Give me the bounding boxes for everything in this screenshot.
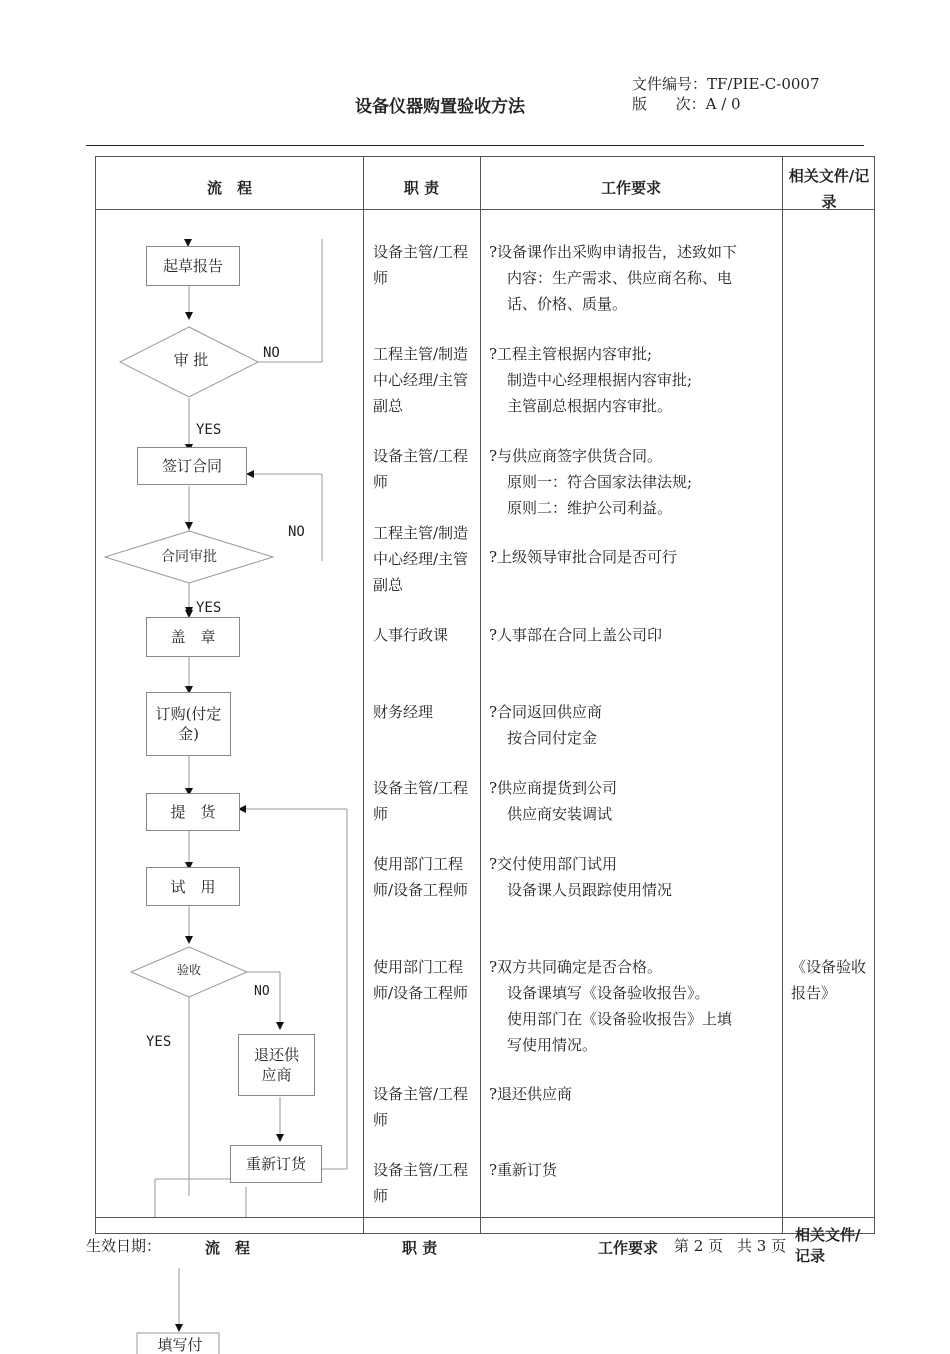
requirement-line: 主管副总根据内容审批。	[507, 397, 673, 415]
fill-step-text: 填写付	[157, 1336, 203, 1354]
requirement-cell	[489, 699, 602, 751]
requirement-line: 制造中心经理根据内容审批;	[507, 371, 693, 389]
requirement-line: ?交付使用部门试用	[489, 855, 618, 873]
requirement-line: 按合同付定金	[507, 729, 598, 747]
requirement-cell	[489, 954, 732, 1058]
flow-step-reorder: 重新订货	[230, 1145, 322, 1183]
flow-decision-contract-review-label	[146, 549, 232, 565]
header-duty: 职 责	[403, 179, 440, 197]
flow-step-stamp: 盖 章	[146, 617, 240, 657]
footer-divider	[96, 1217, 874, 1218]
requirement-line: 原则二：维护公司利益。	[507, 499, 673, 517]
requirement-line: 供应商安装调试	[507, 805, 613, 823]
next-page-header-duty: 职 责	[402, 1239, 438, 1257]
requirement-line: ?上级领导审批合同是否可行	[489, 548, 678, 566]
duty-cell: 财务经理	[373, 703, 434, 721]
procedure-table	[95, 156, 875, 1234]
contract-review-text: 合同审批	[161, 549, 217, 565]
header-flow: 流 程	[206, 179, 252, 197]
duty-cell: 设备主管/工程师	[373, 447, 469, 491]
requirement-line: ?设备课作出采购申请报告，述致如下	[489, 243, 738, 261]
requirement-cell	[489, 851, 672, 903]
flow-decision-approve-label: 审 批	[173, 351, 209, 369]
flow-step-return-supplier: 退还供应商	[238, 1034, 315, 1096]
document-meta	[632, 74, 820, 114]
duty-cell: 设备主管/工程师	[373, 779, 469, 823]
col-divider	[363, 157, 364, 1233]
inspect-text: 验收	[176, 963, 201, 977]
flow-step-order-deposit: 订购(付定金)	[146, 692, 231, 756]
requirement-line: 内容：生产需求、供应商名称、电	[507, 269, 733, 287]
duty-cell: 人事行政课	[373, 626, 449, 644]
next-page-header-flow: 流 程	[205, 1239, 251, 1257]
requirement-line: ?供应商提货到公司	[489, 779, 618, 797]
duty-cell: 使用部门工程师/设备工程师	[373, 958, 469, 1002]
page-total: 共 3 页	[737, 1237, 787, 1255]
duty-cell: 使用部门工程师/设备工程师	[373, 855, 469, 899]
duty-cell: 设备主管/工程师	[373, 1161, 469, 1205]
requirement-cell	[489, 1081, 572, 1107]
requirement-line: 原则一：符合国家法律法规;	[507, 473, 693, 491]
flow-label-yes: YES	[196, 422, 222, 438]
document-version: 版 次：A / 0	[632, 95, 741, 113]
next-page-header-related-docs: 相关文件/记录	[795, 1226, 861, 1265]
header-requirement: 工作要求	[600, 179, 661, 197]
related-doc-cell: 《设备验收报告》	[791, 958, 867, 1002]
duty-cell: 设备主管/工程师	[373, 243, 469, 287]
next-page-flow-fragment	[130, 1264, 250, 1344]
flow-label-no: NO	[254, 984, 270, 999]
duty-cell: 工程主管/制造中心经理/主管副总	[373, 345, 469, 415]
requirement-cell	[489, 341, 692, 419]
flow-label-yes: YES	[196, 600, 222, 616]
document-title: 设备仪器购置验收方法	[355, 97, 525, 117]
next-page-flow-step	[142, 1336, 218, 1354]
document-number: 文件编号：TF/PIE-C-0007	[632, 75, 820, 93]
flow-decision-inspect-label	[164, 963, 214, 977]
col-divider	[480, 157, 481, 1233]
duty-cell: 设备主管/工程师	[373, 1085, 469, 1129]
requirement-line: 设备课填写《设备验收报告》。	[507, 984, 710, 1002]
requirement-cell	[489, 544, 677, 570]
flow-step-pickup: 提 货	[146, 793, 240, 831]
flow-label-yes: YES	[146, 1034, 172, 1050]
effective-date-label: 生效日期：	[86, 1237, 162, 1255]
page-number: 第 2 页	[674, 1237, 724, 1255]
requirement-line: 设备课人员跟踪使用情况	[507, 881, 673, 899]
flow-step-sign-contract: 签订合同	[137, 447, 247, 485]
requirement-line: ?重新订货	[489, 1161, 558, 1179]
header-rule	[86, 145, 864, 146]
requirement-cell	[489, 1157, 557, 1183]
flow-step-trial: 试 用	[146, 867, 240, 906]
flow-label-no: NO	[288, 524, 305, 540]
requirement-line: ?合同返回供应商	[489, 703, 603, 721]
requirement-line: ?与供应商签字供货合同。	[489, 447, 663, 465]
requirement-cell	[489, 622, 662, 648]
flow-step-draft-report: 起草报告	[146, 246, 240, 286]
col-divider	[782, 157, 783, 1233]
requirement-line: ?工程主管根据内容审批;	[489, 345, 653, 363]
requirement-line: ?双方共同确定是否合格。	[489, 958, 663, 976]
requirement-line: 写使用情况。	[507, 1036, 598, 1054]
next-page-header-requirement: 工作要求	[598, 1239, 659, 1257]
flow-label-no: NO	[263, 345, 280, 361]
requirement-line: 话、价格、质量。	[507, 295, 628, 313]
requirement-cell	[489, 239, 737, 317]
requirement-line: ?人事部在合同上盖公司印	[489, 626, 663, 644]
requirement-line: ?退还供应商	[489, 1085, 573, 1103]
duty-cell: 工程主管/制造中心经理/主管副总	[373, 524, 469, 594]
requirement-line: 使用部门在《设备验收报告》上填	[507, 1010, 733, 1028]
header-related-docs: 相关文件/记录	[788, 167, 870, 211]
requirement-cell	[489, 443, 692, 521]
requirement-cell	[489, 775, 617, 827]
